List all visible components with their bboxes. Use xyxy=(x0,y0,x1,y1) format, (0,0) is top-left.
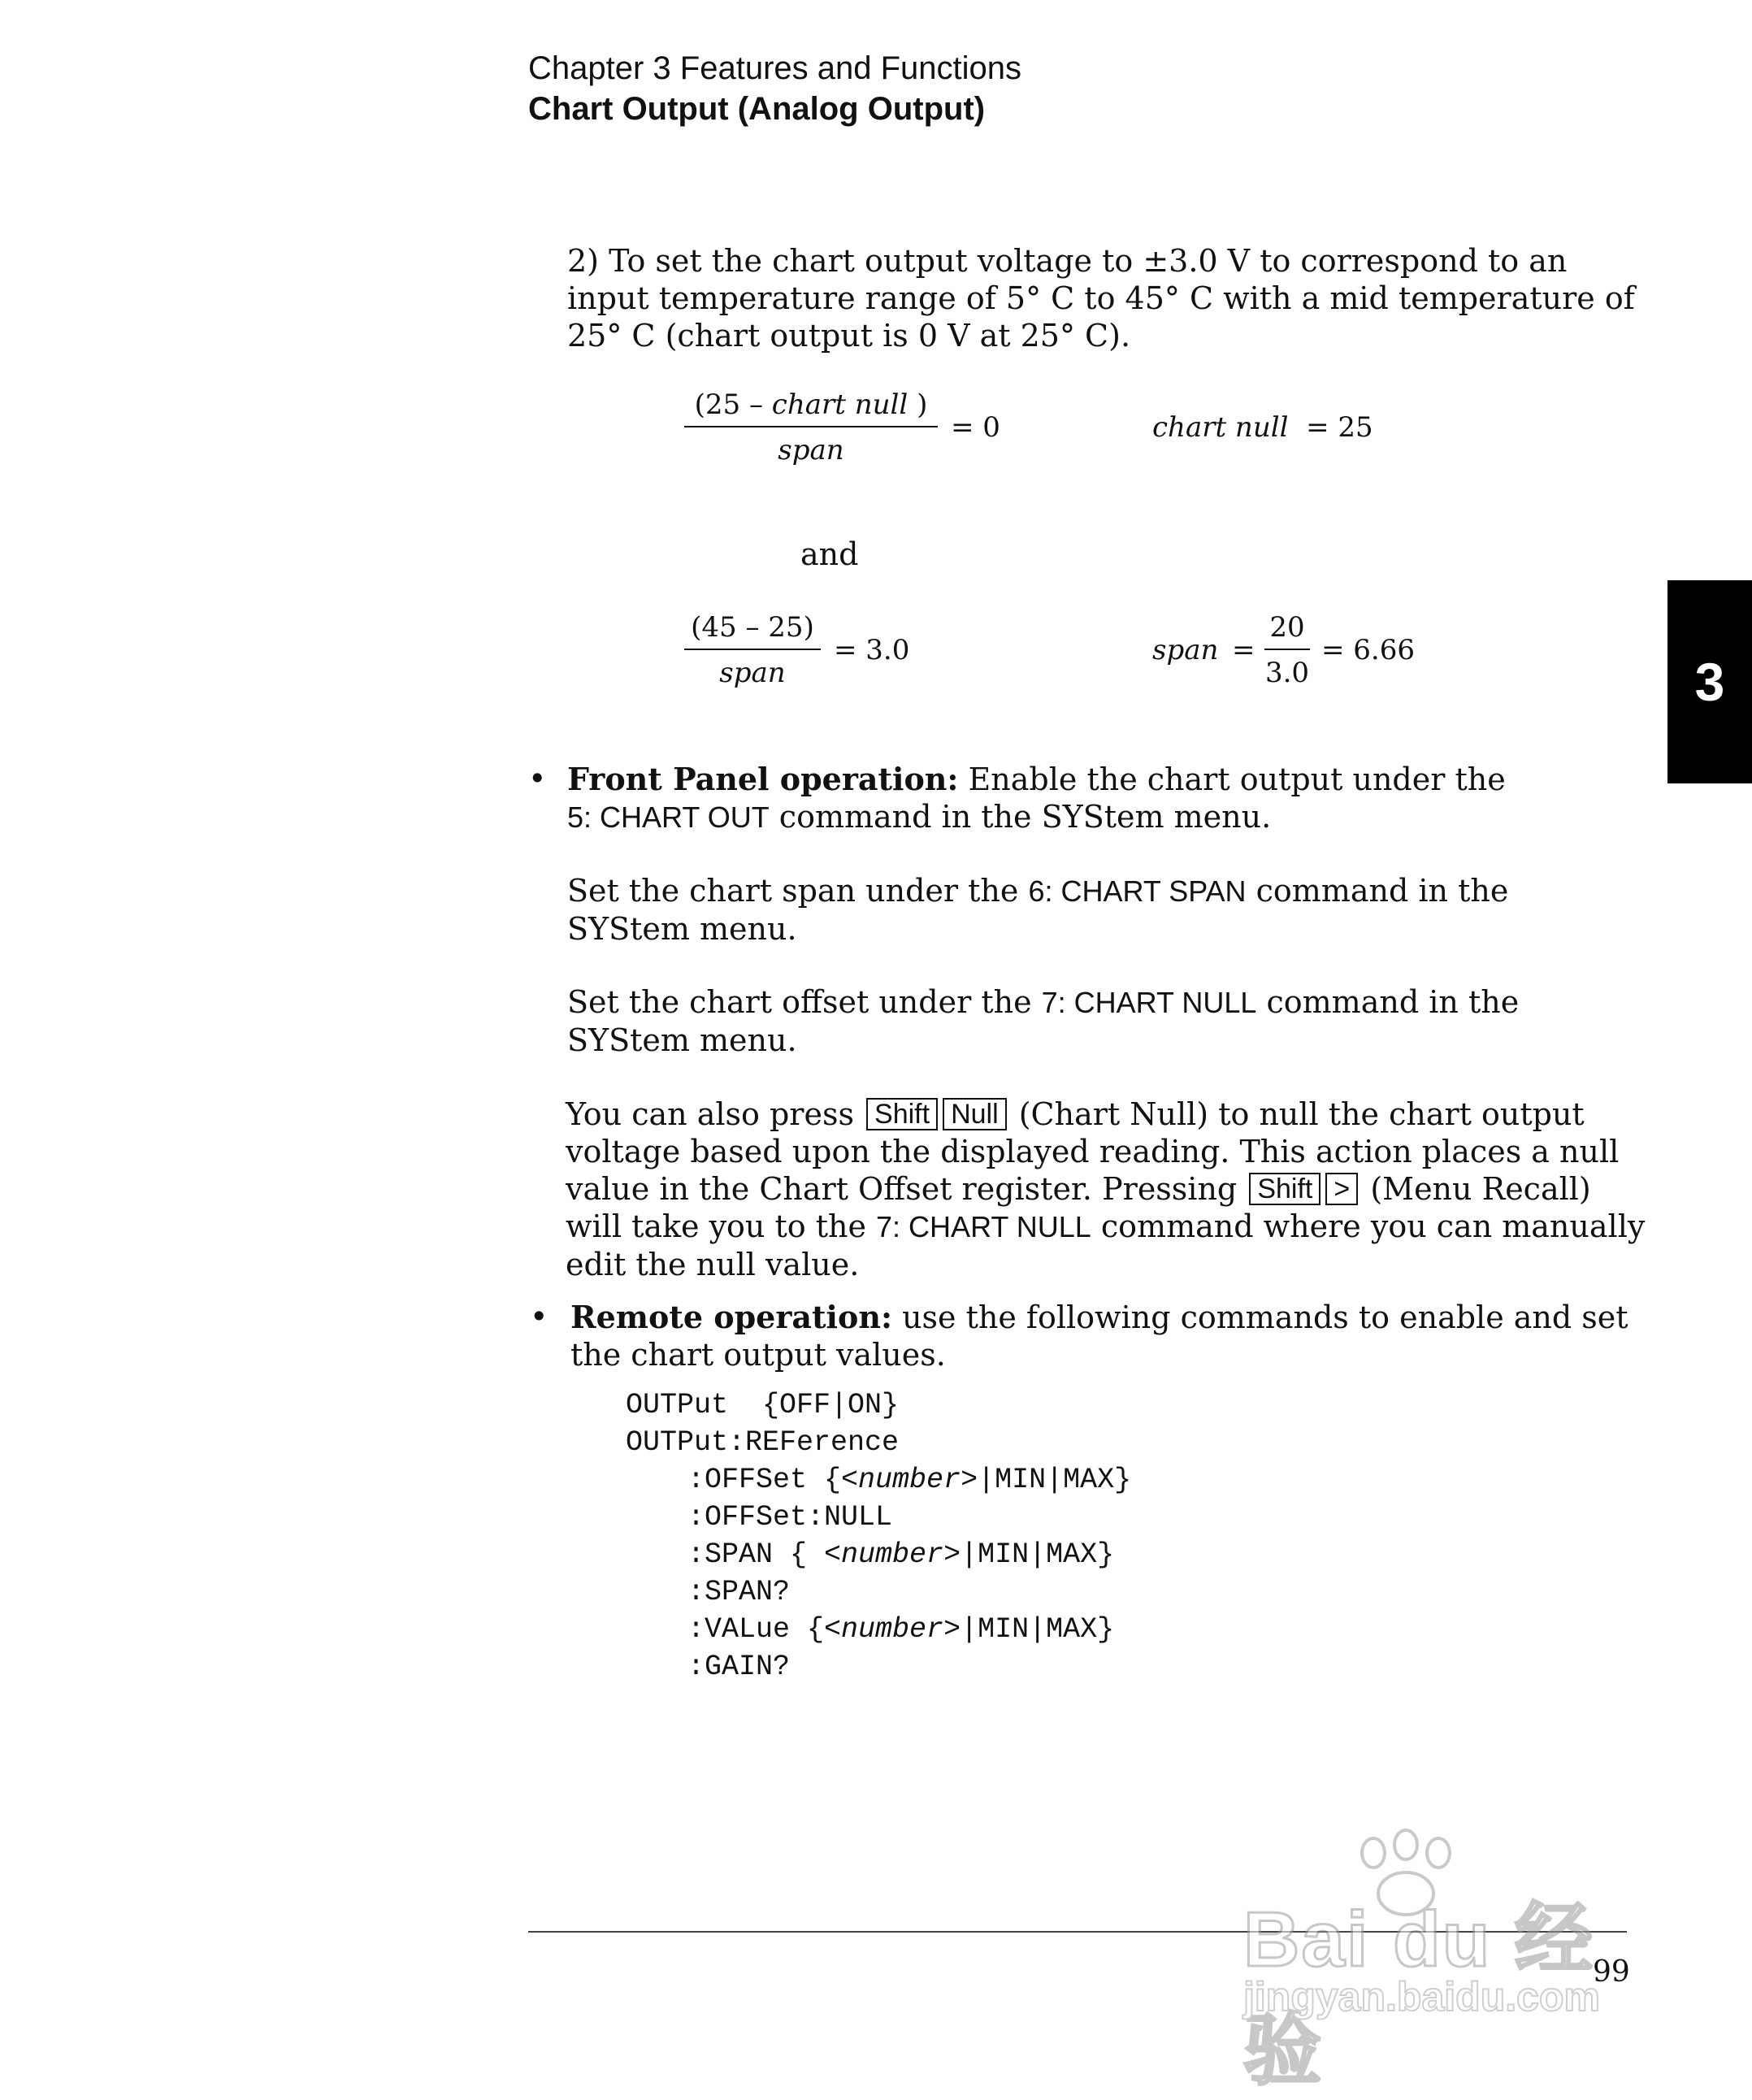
watermark-url: jingyan.baidu.com xyxy=(1243,1974,1600,2020)
page-number: 99 xyxy=(1593,1955,1630,1989)
remote-lead: Remote operation: xyxy=(570,1299,892,1335)
section-title: Chart Output (Analog Output) xyxy=(528,91,986,127)
bullet-dot: • xyxy=(528,761,547,796)
menu-recall-key[interactable]: > xyxy=(1325,1173,1358,1205)
chart-span-command: 6: CHART SPAN xyxy=(1028,874,1247,908)
front-panel-paragraph-2: Set the chart span under the 6: CHART SPAN command in the SYStem menu. xyxy=(567,873,1509,947)
equation-4-equals: = xyxy=(1232,634,1255,666)
equation-4-lhs: span xyxy=(1152,634,1219,666)
chart-out-command: 5: CHART OUT xyxy=(567,801,770,834)
code-line-5: :SPAN { <number>|MIN|MAX} xyxy=(687,1538,1115,1571)
null-key[interactable]: Null xyxy=(943,1098,1007,1130)
code-line-4: :OFFSet:NULL xyxy=(687,1501,893,1534)
equation-3-fraction: (45 – 25) span xyxy=(684,611,821,689)
code-line-1: OUTPut {OFF|ON} xyxy=(626,1389,900,1421)
code-line-3: :OFFSet {<number>|MIN|MAX} xyxy=(687,1464,1132,1496)
intro-paragraph: 2) To set the chart output voltage to ±3.0 V to correspond to an input temperature range of 5° C to 45° C with a mid temperature of 25° C (chart output is 0 V at 25° C). xyxy=(567,243,1635,354)
chapter-heading: Chapter 3 Features and Functions xyxy=(528,50,1022,86)
shift-key[interactable]: Shift xyxy=(866,1098,938,1130)
front-panel-paragraph-1: Front Panel operation: Enable the chart output under the 5: CHART OUT command in the SYStem menu. xyxy=(567,761,1506,835)
front-panel-lead: Front Panel operation: xyxy=(567,761,959,797)
chapter-tab: 3 xyxy=(1667,580,1752,783)
bullet-dot-2: • xyxy=(530,1299,549,1334)
and-connector: and xyxy=(800,536,859,572)
code-line-8: :GAIN? xyxy=(687,1651,791,1683)
code-line-7: :VALue {<number>|MIN|MAX} xyxy=(687,1613,1115,1646)
chart-null-command: 7: CHART NULL xyxy=(1041,986,1257,1019)
equation-3-result: = 3.0 xyxy=(834,634,910,666)
equation-4-fraction: 20 3.0 xyxy=(1264,611,1310,689)
baidu-watermark xyxy=(1243,1829,1650,2094)
front-panel-paragraph-4: You can also press Shift Null (Chart Null) to null the chart output voltage based upon the displayed reading. This action places a null value in the Chart Offset register. Pressing Shift > (Menu Recall) will take you to the 7: CHART NULL command where you can manually edit the null value. xyxy=(566,1096,1646,1282)
chart-null-command-2: 7: CHART NULL xyxy=(876,1210,1091,1243)
code-line-6: :SPAN? xyxy=(687,1576,791,1608)
shift-key-2[interactable]: Shift xyxy=(1249,1173,1321,1205)
equation-2: chart null = 25 xyxy=(1152,411,1373,444)
equation-1-fraction: (25 – chart null ) span xyxy=(684,388,938,466)
code-line-2: OUTPut:REFerence xyxy=(626,1426,900,1459)
front-panel-paragraph-3: Set the chart offset under the 7: CHART NULL command in the SYStem menu. xyxy=(567,984,1520,1058)
equation-1-result: = 0 xyxy=(951,411,1000,444)
equation-4-result: = 6.66 xyxy=(1321,634,1415,666)
watermark-main-text: Bai du 经验 xyxy=(1243,1896,1595,2094)
remote-paragraph: Remote operation: use the following commands to enable and set the chart output values. xyxy=(570,1299,1628,1373)
